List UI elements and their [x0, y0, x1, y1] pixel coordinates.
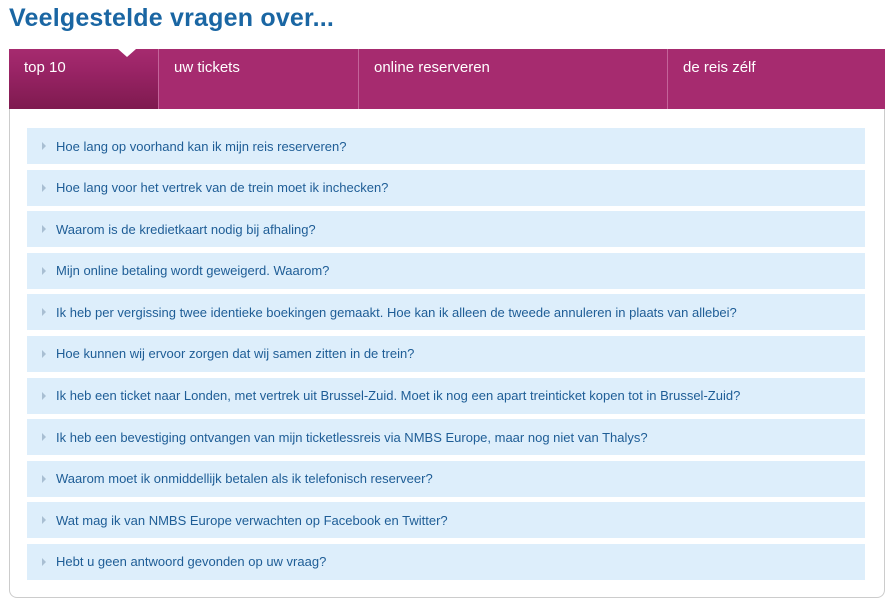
faq-question[interactable]: Mijn online betaling wordt geweigerd. Waarom? [56, 263, 330, 279]
caret-right-icon [42, 433, 46, 441]
faq-question[interactable]: Ik heb per vergissing twee identieke boekingen gemaakt. Hoe kan ik alleen de tweede annuleren in plaats van allebei? [56, 304, 737, 320]
tab-de-reis-zelf[interactable]: de reis zélf [683, 59, 756, 76]
caret-right-icon [42, 142, 46, 150]
faq-item[interactable] [27, 128, 865, 164]
tab-top-10[interactable]: top 10 [9, 49, 159, 109]
caret-right-icon [42, 267, 46, 275]
faq-item[interactable] [27, 253, 865, 289]
caret-right-icon [42, 350, 46, 358]
caret-right-icon [42, 308, 46, 316]
faq-question[interactable]: Waarom is de kredietkaart nodig bij afhaling? [56, 221, 316, 237]
faq-item[interactable] [27, 294, 865, 330]
caret-right-icon [42, 475, 46, 483]
caret-right-icon [42, 225, 46, 233]
faq-question[interactable]: Hoe lang op voorhand kan ik mijn reis reserveren? [56, 138, 347, 154]
tab-uw-tickets[interactable]: uw tickets [159, 49, 359, 109]
faq-list [27, 128, 865, 586]
tab-bar [9, 49, 885, 109]
faq-question[interactable]: Wat mag ik van NMBS Europe verwachten op Facebook en Twitter? [56, 512, 448, 528]
faq-item[interactable] [27, 170, 865, 206]
tab-online-reserveren[interactable]: online reserveren [359, 49, 668, 109]
faq-item[interactable] [27, 211, 865, 247]
page-title: Veelgestelde vragen over... [9, 4, 335, 32]
faq-question[interactable]: Ik heb een ticket naar Londen, met vertrek uit Brussel-Zuid. Moet ik nog een apart treinticket kopen tot in Brussel-Zuid? [56, 388, 741, 404]
faq-item[interactable] [27, 419, 865, 455]
faq-question[interactable]: Hoe kunnen wij ervoor zorgen dat wij samen zitten in de trein? [56, 346, 415, 362]
caret-right-icon [42, 516, 46, 524]
faq-question[interactable]: Hebt u geen antwoord gevonden op uw vraag? [56, 554, 327, 570]
caret-right-icon [42, 558, 46, 566]
caret-right-icon [42, 184, 46, 192]
caret-right-icon [42, 392, 46, 400]
faq-item[interactable] [27, 336, 865, 372]
faq-item[interactable] [27, 544, 865, 580]
faq-question[interactable]: Waarom moet ik onmiddellijk betalen als ik telefonisch reserveer? [56, 471, 433, 487]
faq-item[interactable] [27, 461, 865, 497]
faq-question[interactable]: Hoe lang voor het vertrek van de trein moet ik inchecken? [56, 180, 389, 196]
faq-item[interactable] [27, 502, 865, 538]
faq-question[interactable]: Ik heb een bevestiging ontvangen van mijn ticketlessreis via NMBS Europe, maar nog niet van Thalys? [56, 429, 648, 445]
faq-item[interactable] [27, 378, 865, 414]
